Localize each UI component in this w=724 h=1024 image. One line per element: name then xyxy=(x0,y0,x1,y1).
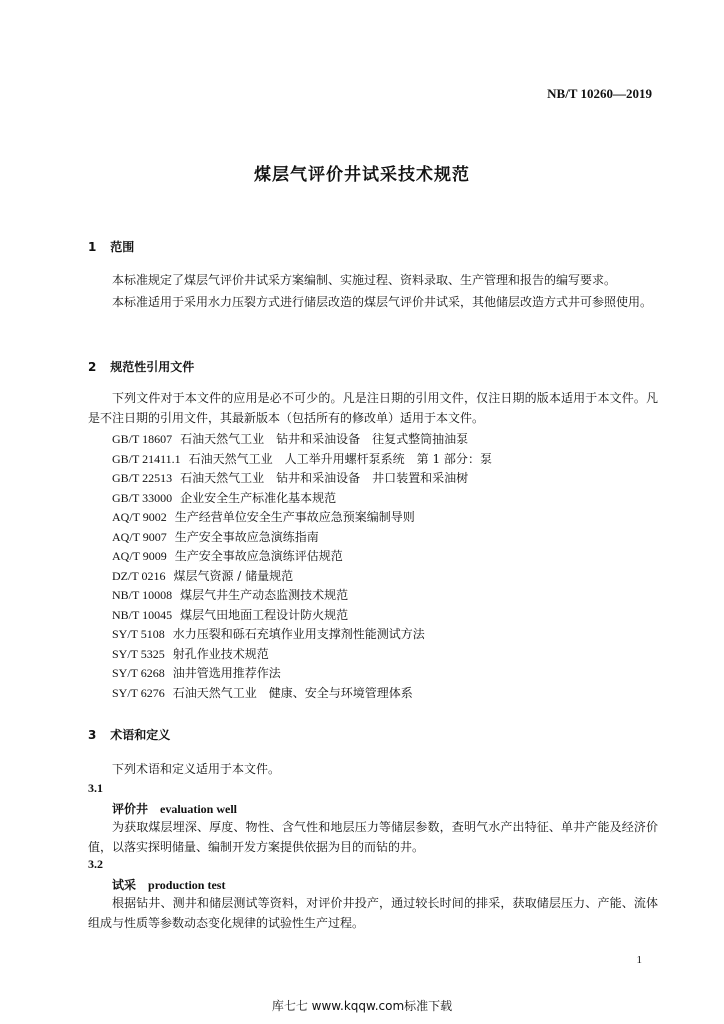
reference-title: 生产安全事故应急演练指南 xyxy=(174,529,319,544)
section-number: 3 xyxy=(88,728,97,742)
reference-title: 射孔作业技术规范 xyxy=(172,646,269,661)
reference-item xyxy=(112,469,672,489)
reference-code: AQ/T 9009 xyxy=(112,549,167,563)
reference-title: 煤层气井生产动态监测技术规范 xyxy=(180,588,349,602)
reference-title: 水力压裂和砾石充填作业用支撑剂性能测试方法 xyxy=(172,627,425,641)
reference-item xyxy=(112,508,672,528)
footer-watermark: 库七七 www.kqqw.com标准下载 xyxy=(271,999,453,1013)
reference-title: 石油天然气工业 钻井和采油设备 井口装置和采油树 xyxy=(180,471,469,485)
reference-code: GB/T 21411.1 xyxy=(112,451,181,466)
section-1-heading xyxy=(88,238,134,255)
reference-title: 石油天然气工业 健康、安全与环境管理体系 xyxy=(172,685,413,700)
reference-item xyxy=(112,625,672,645)
reference-item xyxy=(112,528,672,548)
reference-item xyxy=(112,586,672,606)
reference-code: GB/T 33000 xyxy=(112,490,173,505)
document-title: 煤层气评价井试采技术规范 xyxy=(254,165,470,185)
reference-item xyxy=(112,430,672,450)
reference-code: GB/T 22513 xyxy=(112,471,173,485)
section-title: 术语和定义 xyxy=(110,728,171,742)
reference-list xyxy=(112,430,672,703)
term-english: evaluation well xyxy=(160,802,238,816)
reference-code: SY/T 5108 xyxy=(112,627,165,641)
terms-intro: 下列术语和定义适用于本文件。 xyxy=(112,762,281,776)
reference-code: SY/T 6268 xyxy=(112,666,165,680)
section-3-heading xyxy=(88,726,170,743)
reference-code: SY/T 5325 xyxy=(112,646,165,661)
reference-item xyxy=(112,489,672,509)
reference-title: 石油天然气工业 钻井和采油设备 往复式整筒抽油泵 xyxy=(180,432,469,446)
scope-paragraph-2: 本标准适用于采用水力压裂方式进行储层改造的煤层气评价井试采，其他储层改造方式井可参照使用。 xyxy=(112,295,653,309)
reference-code: NB/T 10008 xyxy=(112,588,173,602)
reference-item xyxy=(112,645,672,665)
term-chinese: 试采 xyxy=(112,878,137,892)
reference-title: 生产经营单位安全生产事故应急预案编制导则 xyxy=(174,510,415,524)
reference-code: SY/T 6276 xyxy=(112,685,165,700)
term-heading xyxy=(112,800,237,817)
page-number: 1 xyxy=(636,954,642,966)
reference-code: GB/T 18607 xyxy=(112,432,173,446)
reference-item xyxy=(112,606,672,626)
term-chinese: 评价井 xyxy=(112,802,149,816)
reference-item xyxy=(112,684,672,704)
reference-title: 煤层气田地面工程设计防火规范 xyxy=(180,607,349,622)
reference-item xyxy=(112,567,672,587)
reference-code: NB/T 10045 xyxy=(112,607,173,622)
term-english: production test xyxy=(148,878,226,892)
section-number: 2 xyxy=(88,360,97,374)
scope-paragraph-1: 本标准规定了煤层气评价井试采方案编制、实施过程、资料录取、生产管理和报告的编写要求。 xyxy=(112,273,617,287)
reference-item xyxy=(112,450,672,470)
reference-code: AQ/T 9002 xyxy=(112,510,167,524)
term-definition: 为获取煤层埋深、厚度、物性、含气性和地层压力等储层参数，查明气水产出特征、单井产能及经济价值，以落实探明储量、编制开发方案提供依据为目的而钻的井。 xyxy=(88,820,658,854)
reference-title: 煤层气资源 / 储量规范 xyxy=(173,568,294,583)
reference-code: DZ/T 0216 xyxy=(112,568,166,583)
reference-title: 生产安全事故应急演练评估规范 xyxy=(174,549,343,563)
section-number: 1 xyxy=(88,240,97,254)
term-number: 3.1 xyxy=(88,781,103,795)
term-heading xyxy=(112,876,225,893)
standard-code: NB/T 10260—2019 xyxy=(547,86,652,101)
refs-intro: 下列文件对于本文件的应用是必不可少的。凡是注日期的引用文件，仅注日期的版本适用于本文件。凡是不注日期的引用文件，其最新版本（包括所有的修改单）适用于本文件。 xyxy=(88,391,658,425)
reference-code: AQ/T 9007 xyxy=(112,529,167,544)
reference-item xyxy=(112,547,672,567)
reference-title: 企业安全生产标准化基本规范 xyxy=(180,490,337,505)
term-definition: 根据钻井、测井和储层测试等资料，对评价井投产，通过较长时间的排采，获取储层压力、产能、流体组成与性质等参数动态变化规律的试验性生产过程。 xyxy=(88,896,658,930)
section-title: 范围 xyxy=(110,240,135,254)
term-number: 3.2 xyxy=(88,857,103,871)
reference-item xyxy=(112,664,672,684)
reference-title: 石油天然气工业 人工举升用螺杆泵系统 第 1 部分：泵 xyxy=(188,451,492,466)
section-2-heading xyxy=(88,358,194,375)
section-title: 规范性引用文件 xyxy=(110,360,195,374)
reference-title: 油井管选用推荐作法 xyxy=(172,666,281,680)
